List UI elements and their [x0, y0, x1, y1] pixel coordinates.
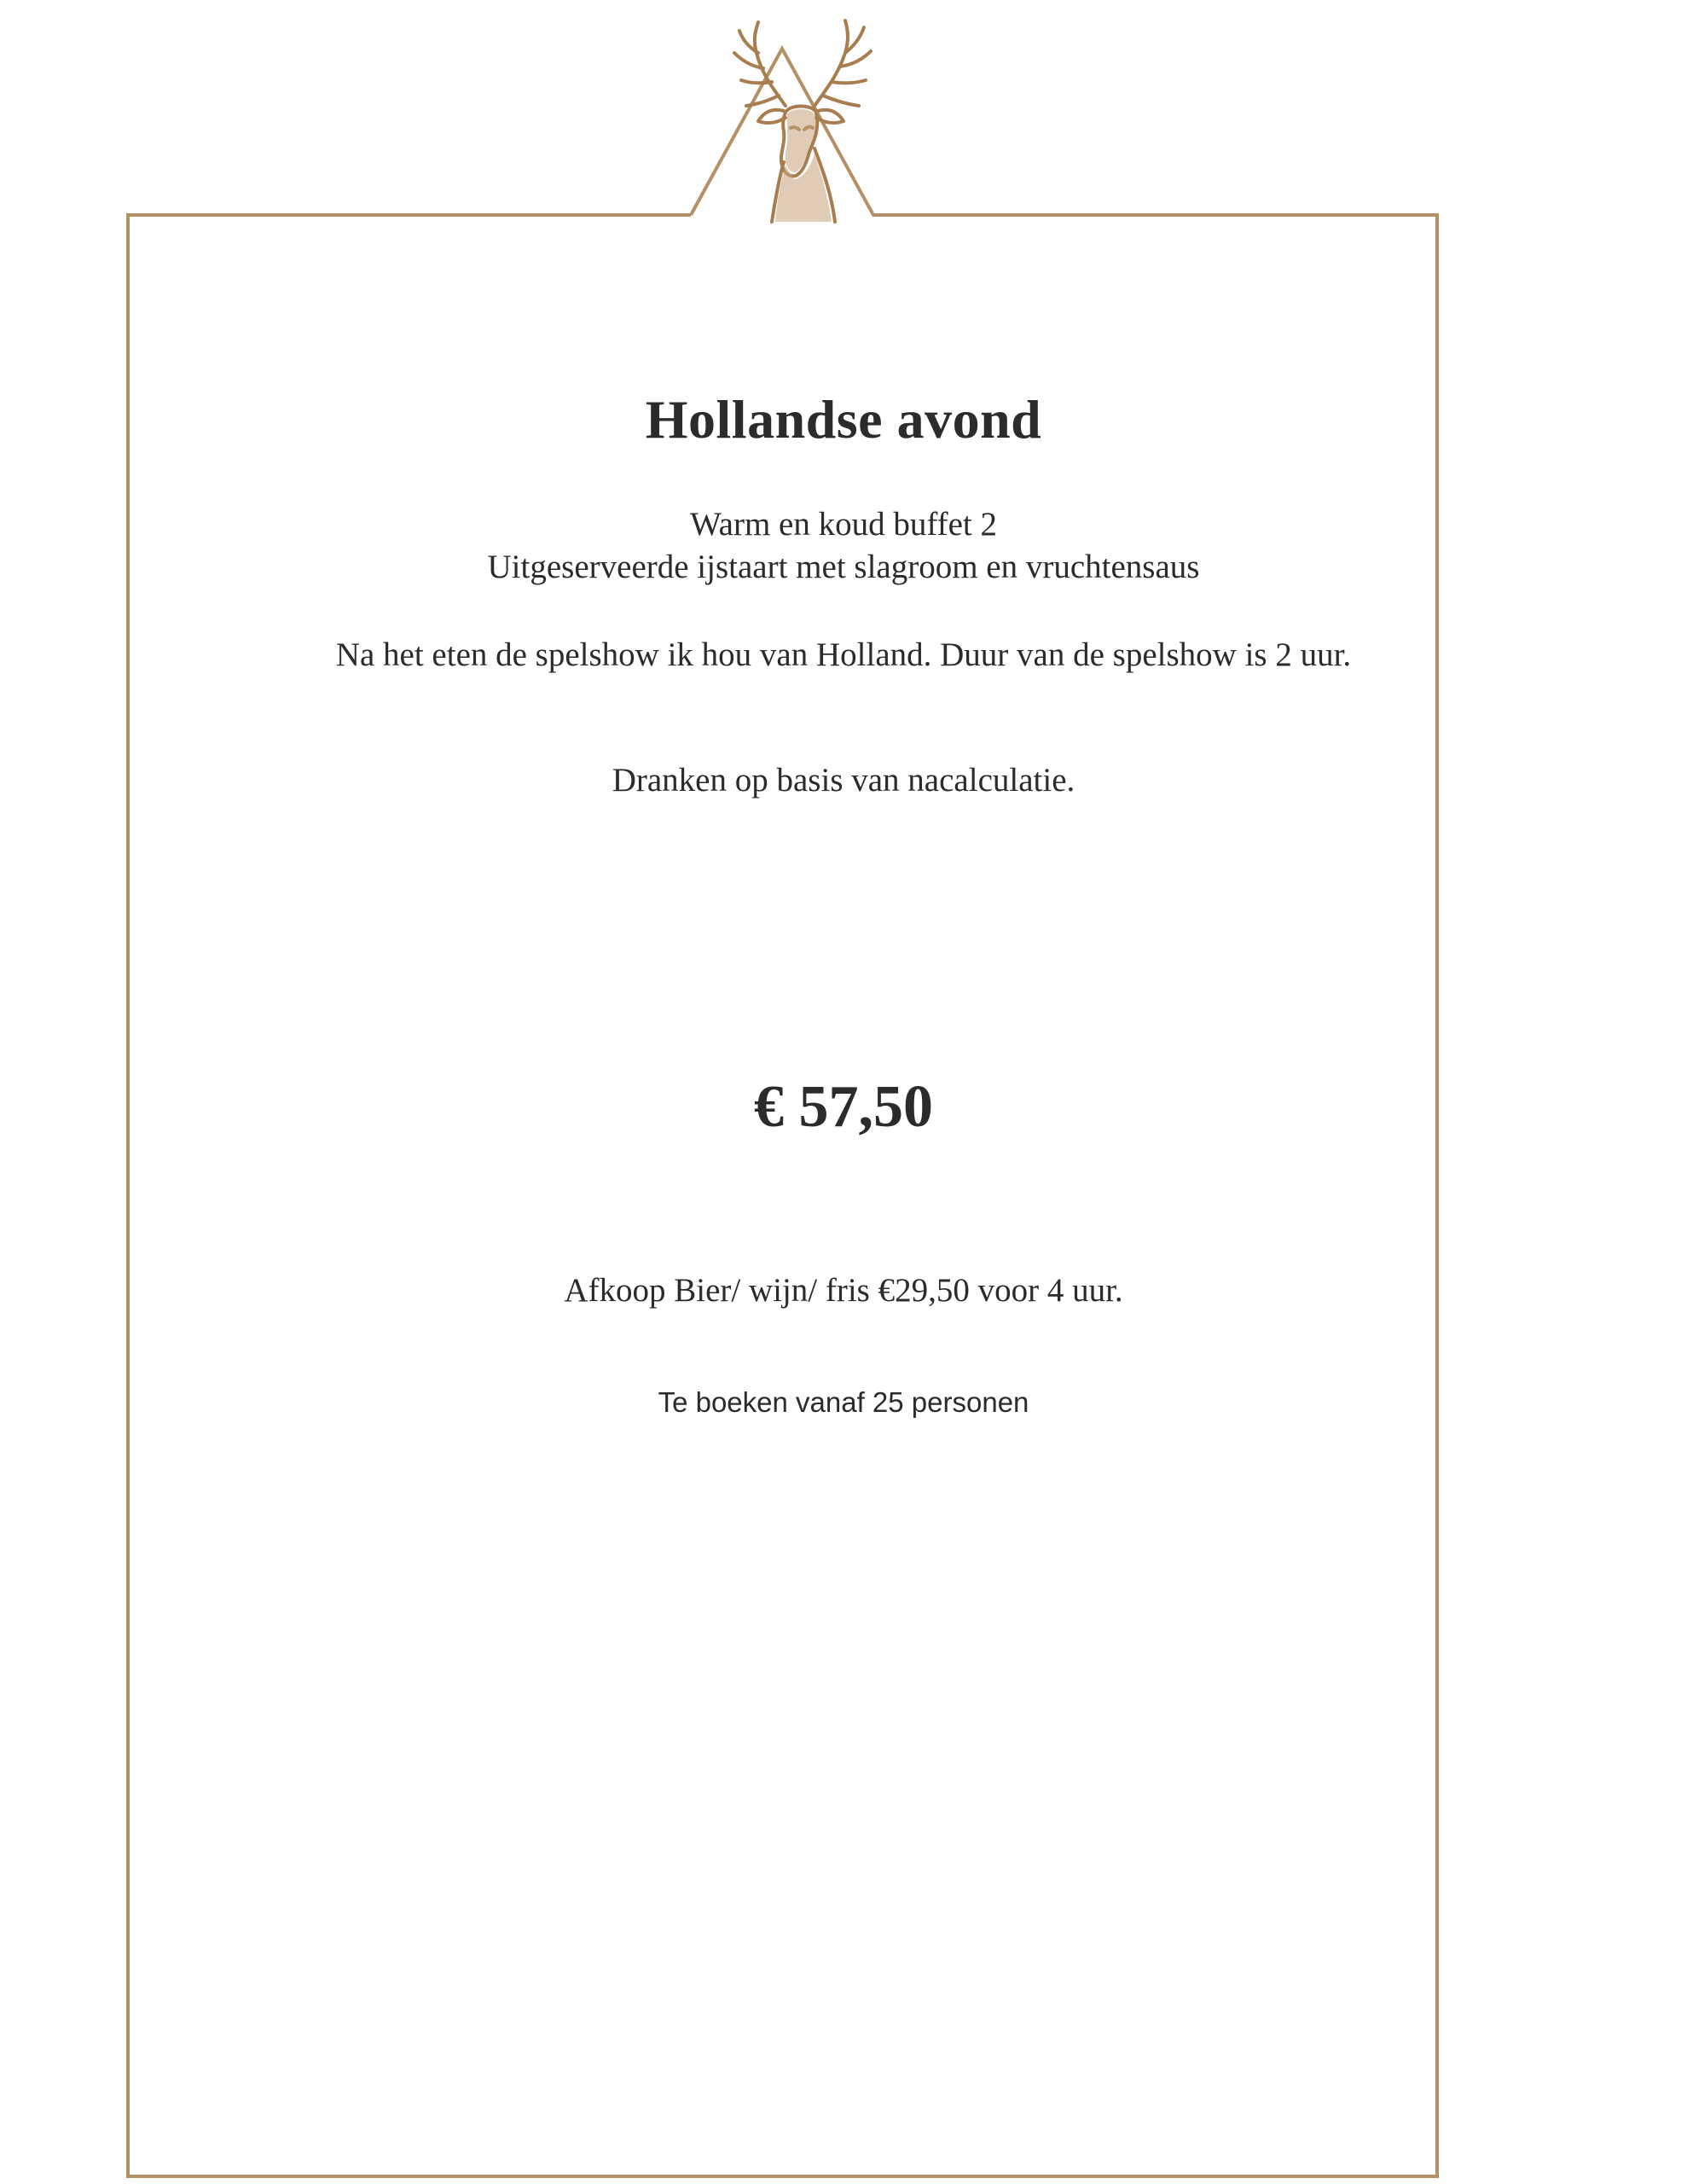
menu-title: Hollandse avond: [645, 389, 1042, 450]
buffet-line: Warm en koud buffet 2: [689, 506, 998, 543]
booking-note: Te boeken vanaf 25 personen: [658, 1386, 1029, 1418]
buyoff-line: Afkoop Bier/ wijn/ fris €29,50 voor 4 uur.: [564, 1272, 1123, 1309]
price: € 57,50: [754, 1074, 933, 1140]
drinks-line: Dranken op basis van nacalculatie.: [612, 762, 1075, 799]
show-line: Na het eten de spelshow ik hou van Holland. Duur van de spelshow is 2 uur.: [335, 636, 1352, 673]
dessert-line: Uitgeserveerde ijstaart met slagroom en vruchtensaus: [487, 549, 1200, 585]
stag-head-icon: [690, 12, 912, 234]
